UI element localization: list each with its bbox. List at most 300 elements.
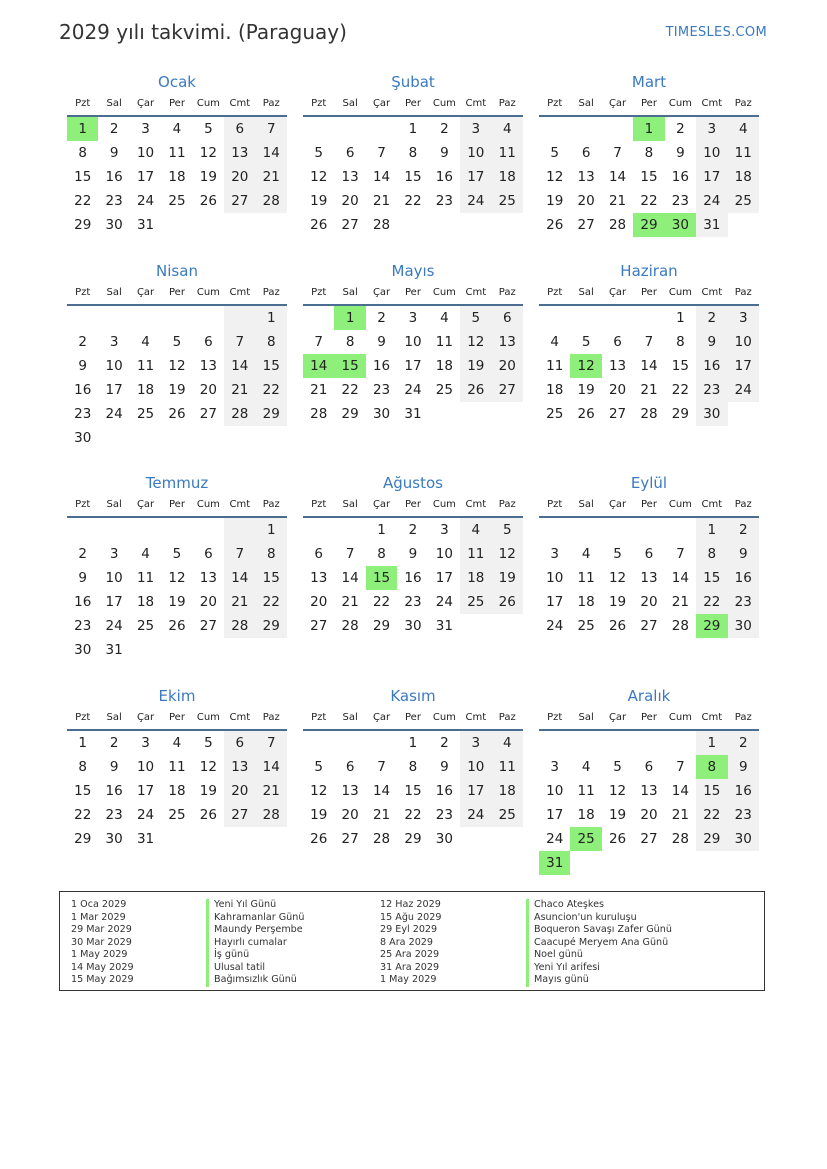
day-cell[interactable]: 20 — [199, 594, 217, 610]
day-cell[interactable]: 27 — [341, 217, 359, 233]
day-cell[interactable]: 7 — [256, 731, 287, 755]
day-cell[interactable]: 9 — [109, 145, 119, 161]
day-cell[interactable]: 6 — [644, 546, 654, 562]
day-cell[interactable]: 3 — [550, 546, 559, 562]
day-cell[interactable]: 29 — [696, 827, 727, 851]
day-cell[interactable]: 2 — [728, 518, 759, 542]
day-cell[interactable]: 24 — [105, 618, 123, 634]
day-cell[interactable]: 28 — [372, 831, 391, 847]
day-cell[interactable]: 29 — [341, 406, 359, 422]
day-cell[interactable]: 20 — [224, 165, 255, 189]
day-cell[interactable]: 20 — [224, 779, 255, 803]
day-cell[interactable]: 6 — [224, 731, 255, 755]
day-cell[interactable]: 18 — [546, 382, 564, 398]
day-cell[interactable]: 20 — [608, 382, 627, 398]
day-cell[interactable]: 17 — [546, 807, 564, 823]
day-cell[interactable]: 20 — [341, 807, 359, 823]
day-cell[interactable]: 3 — [696, 117, 727, 141]
day-cell[interactable]: 9 — [109, 759, 119, 775]
day-cell[interactable]: 7 — [314, 334, 323, 350]
day-cell[interactable]: 31 — [105, 642, 123, 658]
day-cell[interactable]: 11 — [435, 334, 453, 350]
day-cell[interactable]: 20 — [199, 382, 217, 398]
day-cell[interactable]: 30 — [74, 430, 92, 446]
day-cell[interactable]: 23 — [372, 382, 391, 398]
day-cell[interactable]: 4 — [728, 117, 759, 141]
day-cell[interactable]: 17 — [696, 165, 727, 189]
day-cell[interactable]: 5 — [172, 334, 182, 350]
day-cell[interactable]: 14 — [303, 354, 334, 378]
day-cell[interactable]: 19 — [608, 807, 627, 823]
day-cell[interactable]: 2 — [440, 735, 449, 751]
day-cell[interactable]: 21 — [224, 378, 255, 402]
day-cell[interactable]: 19 — [608, 594, 627, 610]
day-cell[interactable]: 28 — [224, 614, 255, 638]
day-cell[interactable]: 19 — [199, 783, 217, 799]
day-cell[interactable]: 15 — [640, 169, 658, 185]
day-cell[interactable]: 15 — [74, 169, 92, 185]
day-cell[interactable]: 3 — [109, 334, 119, 350]
day-cell[interactable]: 14 — [671, 570, 689, 586]
day-cell[interactable]: 6 — [204, 546, 213, 562]
day-cell[interactable]: 18 — [460, 566, 491, 590]
day-cell[interactable]: 29 — [74, 831, 92, 847]
day-cell[interactable]: 16 — [435, 783, 453, 799]
day-cell[interactable]: 16 — [671, 169, 689, 185]
day-cell[interactable]: 14 — [256, 141, 287, 165]
day-cell[interactable]: 24 — [546, 831, 564, 847]
day-cell[interactable]: 16 — [696, 354, 727, 378]
day-cell[interactable]: 30 — [74, 642, 92, 658]
day-cell[interactable]: 1 — [377, 522, 386, 538]
day-cell[interactable]: 27 — [341, 831, 359, 847]
day-cell[interactable]: 25 — [460, 590, 491, 614]
day-cell[interactable]: 8 — [377, 546, 386, 562]
day-cell[interactable]: 11 — [577, 570, 595, 586]
day-cell[interactable]: 15 — [74, 783, 92, 799]
day-cell[interactable]: 27 — [492, 378, 523, 402]
day-cell[interactable]: 27 — [310, 618, 328, 634]
day-cell[interactable]: 12 — [492, 542, 523, 566]
day-cell[interactable]: 21 — [671, 807, 689, 823]
day-cell[interactable]: 22 — [696, 803, 727, 827]
day-cell[interactable]: 23 — [105, 807, 123, 823]
day-cell[interactable]: 2 — [109, 121, 119, 137]
day-cell[interactable]: 18 — [728, 165, 759, 189]
day-cell[interactable]: 18 — [136, 594, 155, 610]
day-cell[interactable]: 22 — [74, 807, 92, 823]
day-cell[interactable]: 7 — [224, 330, 255, 354]
day-cell[interactable]: 6 — [492, 306, 523, 330]
day-cell[interactable]: 7 — [644, 334, 654, 350]
day-cell[interactable]: 14 — [608, 169, 627, 185]
day-cell[interactable]: 22 — [372, 594, 391, 610]
day-cell[interactable]: 17 — [546, 594, 564, 610]
day-cell[interactable]: 19 — [310, 193, 328, 209]
day-cell[interactable]: 3 — [440, 522, 449, 538]
day-cell[interactable]: 26 — [168, 618, 186, 634]
day-cell[interactable]: 22 — [404, 807, 422, 823]
day-cell[interactable]: 12 — [310, 783, 328, 799]
day-cell[interactable]: 29 — [372, 618, 391, 634]
day-cell[interactable]: 29 — [256, 402, 287, 426]
day-cell[interactable]: 29 — [74, 217, 92, 233]
day-cell[interactable]: 5 — [460, 306, 491, 330]
day-cell[interactable]: 17 — [136, 783, 155, 799]
day-cell[interactable]: 22 — [640, 193, 658, 209]
day-cell[interactable]: 4 — [581, 546, 591, 562]
day-cell[interactable]: 16 — [728, 779, 759, 803]
day-cell[interactable]: 5 — [613, 546, 622, 562]
day-cell[interactable]: 18 — [492, 165, 523, 189]
day-cell[interactable]: 4 — [550, 334, 559, 350]
day-cell[interactable]: 24 — [460, 189, 491, 213]
day-cell[interactable]: 26 — [199, 193, 217, 209]
day-cell[interactable]: 3 — [408, 310, 418, 326]
day-cell[interactable]: 23 — [696, 378, 727, 402]
day-cell[interactable]: 12 — [168, 358, 186, 374]
day-cell[interactable]: 23 — [435, 807, 453, 823]
day-cell[interactable]: 28 — [224, 402, 255, 426]
day-cell[interactable]: 24 — [136, 193, 155, 209]
day-cell[interactable]: 11 — [492, 141, 523, 165]
day-cell[interactable]: 30 — [728, 614, 759, 638]
day-cell[interactable]: 22 — [404, 193, 422, 209]
day-cell[interactable]: 25 — [492, 803, 523, 827]
day-cell[interactable]: 26 — [460, 378, 491, 402]
day-cell[interactable]: 7 — [224, 542, 255, 566]
day-cell[interactable]: 12 — [310, 169, 328, 185]
day-cell[interactable]: 28 — [640, 406, 658, 422]
day-cell[interactable]: 28 — [372, 217, 391, 233]
day-cell[interactable]: 7 — [676, 759, 685, 775]
day-cell[interactable]: 10 — [728, 330, 759, 354]
day-cell[interactable]: 14 — [671, 783, 689, 799]
day-cell[interactable]: 17 — [460, 165, 491, 189]
day-cell[interactable]: 27 — [577, 217, 595, 233]
day-cell[interactable]: 26 — [199, 807, 217, 823]
day-cell[interactable]: 5 — [581, 334, 591, 350]
day-cell[interactable]: 21 — [341, 594, 359, 610]
day-cell[interactable]: 13 — [640, 570, 658, 586]
day-cell[interactable]: 31 — [136, 217, 155, 233]
day-cell[interactable]: 25 — [168, 807, 186, 823]
day-cell[interactable]: 11 — [577, 783, 595, 799]
day-cell[interactable]: 14 — [224, 354, 255, 378]
brand-logo-text[interactable]: TIMESLES.COM — [665, 25, 767, 40]
day-cell[interactable]: 12 — [570, 354, 601, 378]
day-cell[interactable]: 24 — [105, 406, 123, 422]
day-cell[interactable]: 10 — [136, 759, 155, 775]
day-cell[interactable]: 5 — [204, 735, 213, 751]
day-cell[interactable]: 25 — [728, 189, 759, 213]
day-cell[interactable]: 26 — [577, 406, 595, 422]
day-cell[interactable]: 25 — [577, 618, 595, 634]
day-cell[interactable]: 4 — [492, 731, 523, 755]
day-cell[interactable]: 26 — [608, 618, 627, 634]
day-cell[interactable]: 12 — [608, 570, 627, 586]
day-cell[interactable]: 8 — [408, 145, 418, 161]
day-cell[interactable]: 20 — [640, 594, 658, 610]
day-cell[interactable]: 13 — [224, 755, 255, 779]
day-cell[interactable]: 17 — [105, 382, 123, 398]
day-cell[interactable]: 8 — [644, 145, 654, 161]
day-cell[interactable]: 9 — [408, 546, 418, 562]
day-cell[interactable]: 28 — [671, 618, 689, 634]
day-cell[interactable]: 23 — [105, 193, 123, 209]
day-cell[interactable]: 9 — [78, 570, 87, 586]
day-cell[interactable]: 7 — [377, 759, 386, 775]
day-cell[interactable]: 15 — [366, 566, 397, 590]
day-cell[interactable]: 9 — [78, 358, 87, 374]
day-cell[interactable]: 8 — [256, 542, 287, 566]
day-cell[interactable]: 3 — [460, 731, 491, 755]
day-cell[interactable]: 24 — [136, 807, 155, 823]
day-cell[interactable]: 3 — [728, 306, 759, 330]
day-cell[interactable]: 20 — [341, 193, 359, 209]
day-cell[interactable]: 17 — [435, 570, 453, 586]
day-cell[interactable]: 2 — [109, 735, 119, 751]
day-cell[interactable]: 25 — [136, 618, 155, 634]
day-cell[interactable]: 12 — [460, 330, 491, 354]
day-cell[interactable]: 17 — [136, 169, 155, 185]
day-cell[interactable]: 5 — [204, 121, 213, 137]
day-cell[interactable]: 20 — [310, 594, 328, 610]
day-cell[interactable]: 24 — [404, 382, 422, 398]
day-cell[interactable]: 19 — [168, 594, 186, 610]
day-cell[interactable]: 19 — [199, 169, 217, 185]
day-cell[interactable]: 26 — [492, 590, 523, 614]
day-cell[interactable]: 13 — [608, 358, 627, 374]
day-cell[interactable]: 23 — [74, 618, 92, 634]
day-cell[interactable]: 15 — [256, 354, 287, 378]
day-cell[interactable]: 15 — [696, 779, 727, 803]
day-cell[interactable]: 12 — [546, 169, 564, 185]
day-cell[interactable]: 10 — [404, 334, 422, 350]
day-cell[interactable]: 4 — [440, 310, 449, 326]
day-cell[interactable]: 15 — [334, 354, 365, 378]
day-cell[interactable]: 11 — [168, 759, 186, 775]
day-cell[interactable]: 9 — [696, 330, 727, 354]
day-cell[interactable]: 11 — [136, 570, 155, 586]
day-cell[interactable]: 6 — [644, 759, 654, 775]
day-cell[interactable]: 12 — [168, 570, 186, 586]
day-cell[interactable]: 5 — [172, 546, 182, 562]
day-cell[interactable]: 19 — [310, 807, 328, 823]
day-cell[interactable]: 2 — [696, 306, 727, 330]
day-cell[interactable]: 13 — [199, 570, 217, 586]
day-cell[interactable]: 24 — [435, 594, 453, 610]
day-cell[interactable]: 4 — [460, 518, 491, 542]
day-cell[interactable]: 25 — [492, 189, 523, 213]
day-cell[interactable]: 29 — [633, 213, 664, 237]
day-cell[interactable]: 8 — [696, 755, 727, 779]
day-cell[interactable]: 11 — [492, 755, 523, 779]
day-cell[interactable]: 9 — [377, 334, 386, 350]
day-cell[interactable]: 8 — [78, 759, 87, 775]
day-cell[interactable]: 3 — [141, 121, 150, 137]
day-cell[interactable]: 23 — [728, 803, 759, 827]
day-cell[interactable]: 1 — [696, 731, 727, 755]
day-cell[interactable]: 22 — [74, 193, 92, 209]
day-cell[interactable]: 2 — [78, 334, 87, 350]
day-cell[interactable]: 23 — [728, 590, 759, 614]
day-cell[interactable]: 30 — [665, 213, 696, 237]
day-cell[interactable]: 18 — [136, 382, 155, 398]
day-cell[interactable]: 11 — [728, 141, 759, 165]
day-cell[interactable]: 22 — [256, 590, 287, 614]
day-cell[interactable]: 31 — [435, 618, 453, 634]
day-cell[interactable]: 8 — [696, 542, 727, 566]
day-cell[interactable]: 25 — [168, 193, 186, 209]
day-cell[interactable]: 15 — [696, 566, 727, 590]
day-cell[interactable]: 7 — [345, 546, 355, 562]
day-cell[interactable]: 23 — [671, 193, 689, 209]
day-cell[interactable]: 28 — [256, 189, 287, 213]
day-cell[interactable]: 28 — [671, 831, 689, 847]
day-cell[interactable]: 5 — [613, 759, 622, 775]
day-cell[interactable]: 2 — [377, 310, 386, 326]
day-cell[interactable]: 29 — [696, 614, 727, 638]
day-cell[interactable]: 30 — [696, 402, 727, 426]
day-cell[interactable]: 19 — [168, 382, 186, 398]
day-cell[interactable]: 29 — [671, 406, 689, 422]
day-cell[interactable]: 22 — [671, 382, 689, 398]
day-cell[interactable]: 27 — [640, 618, 658, 634]
day-cell[interactable]: 10 — [546, 570, 564, 586]
day-cell[interactable]: 16 — [372, 358, 391, 374]
day-cell[interactable]: 9 — [728, 542, 759, 566]
day-cell[interactable]: 29 — [256, 614, 287, 638]
day-cell[interactable]: 24 — [546, 618, 564, 634]
day-cell[interactable]: 6 — [345, 759, 355, 775]
day-cell[interactable]: 7 — [676, 546, 685, 562]
day-cell[interactable]: 14 — [640, 358, 658, 374]
day-cell[interactable]: 31 — [136, 831, 155, 847]
day-cell[interactable]: 31 — [539, 851, 570, 875]
day-cell[interactable]: 3 — [460, 117, 491, 141]
day-cell[interactable]: 1 — [408, 735, 418, 751]
day-cell[interactable]: 21 — [256, 165, 287, 189]
day-cell[interactable]: 5 — [314, 145, 323, 161]
day-cell[interactable]: 17 — [404, 358, 422, 374]
day-cell[interactable]: 30 — [105, 217, 123, 233]
day-cell[interactable]: 13 — [341, 783, 359, 799]
day-cell[interactable]: 18 — [577, 807, 595, 823]
day-cell[interactable]: 28 — [256, 803, 287, 827]
day-cell[interactable]: 21 — [310, 382, 328, 398]
day-cell[interactable]: 1 — [67, 117, 98, 141]
day-cell[interactable]: 17 — [460, 779, 491, 803]
day-cell[interactable]: 5 — [550, 145, 559, 161]
day-cell[interactable]: 18 — [168, 783, 186, 799]
day-cell[interactable]: 22 — [256, 378, 287, 402]
day-cell[interactable]: 10 — [460, 755, 491, 779]
day-cell[interactable]: 4 — [492, 117, 523, 141]
day-cell[interactable]: 2 — [440, 121, 449, 137]
day-cell[interactable]: 8 — [256, 330, 287, 354]
day-cell[interactable]: 4 — [172, 735, 182, 751]
day-cell[interactable]: 14 — [341, 570, 359, 586]
day-cell[interactable]: 1 — [256, 306, 287, 330]
day-cell[interactable]: 3 — [109, 546, 119, 562]
day-cell[interactable]: 12 — [608, 783, 627, 799]
day-cell[interactable]: 22 — [341, 382, 359, 398]
day-cell[interactable]: 9 — [440, 759, 449, 775]
day-cell[interactable]: 23 — [404, 594, 422, 610]
day-cell[interactable]: 31 — [696, 213, 727, 237]
day-cell[interactable]: 16 — [74, 382, 92, 398]
day-cell[interactable]: 12 — [199, 145, 217, 161]
day-cell[interactable]: 1 — [696, 518, 727, 542]
day-cell[interactable]: 6 — [224, 117, 255, 141]
day-cell[interactable]: 1 — [633, 117, 664, 141]
day-cell[interactable]: 28 — [341, 618, 359, 634]
day-cell[interactable]: 24 — [728, 378, 759, 402]
day-cell[interactable]: 4 — [141, 334, 150, 350]
day-cell[interactable]: 16 — [435, 169, 453, 185]
day-cell[interactable]: 5 — [492, 518, 523, 542]
day-cell[interactable]: 13 — [310, 570, 328, 586]
day-cell[interactable]: 18 — [168, 169, 186, 185]
day-cell[interactable]: 16 — [728, 566, 759, 590]
day-cell[interactable]: 31 — [404, 406, 422, 422]
day-cell[interactable]: 1 — [334, 306, 365, 330]
day-cell[interactable]: 25 — [546, 406, 564, 422]
day-cell[interactable]: 7 — [377, 145, 386, 161]
day-cell[interactable]: 5 — [314, 759, 323, 775]
day-cell[interactable]: 15 — [404, 783, 422, 799]
day-cell[interactable]: 27 — [224, 803, 255, 827]
day-cell[interactable]: 21 — [224, 590, 255, 614]
day-cell[interactable]: 22 — [696, 590, 727, 614]
day-cell[interactable]: 23 — [435, 193, 453, 209]
day-cell[interactable]: 21 — [671, 594, 689, 610]
day-cell[interactable]: 2 — [78, 546, 87, 562]
day-cell[interactable]: 2 — [728, 731, 759, 755]
day-cell[interactable]: 20 — [640, 807, 658, 823]
day-cell[interactable]: 1 — [408, 121, 418, 137]
day-cell[interactable]: 20 — [577, 193, 595, 209]
day-cell[interactable]: 16 — [105, 783, 123, 799]
day-cell[interactable]: 24 — [696, 189, 727, 213]
day-cell[interactable]: 11 — [460, 542, 491, 566]
day-cell[interactable]: 16 — [404, 570, 422, 586]
day-cell[interactable]: 10 — [696, 141, 727, 165]
day-cell[interactable]: 23 — [74, 406, 92, 422]
day-cell[interactable]: 13 — [577, 169, 595, 185]
day-cell[interactable]: 30 — [105, 831, 123, 847]
day-cell[interactable]: 26 — [310, 217, 328, 233]
day-cell[interactable]: 21 — [372, 807, 391, 823]
day-cell[interactable]: 6 — [345, 145, 355, 161]
day-cell[interactable]: 11 — [546, 358, 564, 374]
day-cell[interactable]: 11 — [136, 358, 155, 374]
day-cell[interactable]: 10 — [136, 145, 155, 161]
day-cell[interactable]: 15 — [671, 358, 689, 374]
day-cell[interactable]: 13 — [199, 358, 217, 374]
day-cell[interactable]: 21 — [608, 193, 627, 209]
day-cell[interactable]: 8 — [676, 334, 685, 350]
day-cell[interactable]: 28 — [310, 406, 328, 422]
day-cell[interactable]: 13 — [224, 141, 255, 165]
day-cell[interactable]: 10 — [460, 141, 491, 165]
day-cell[interactable]: 27 — [640, 831, 658, 847]
day-cell[interactable]: 30 — [435, 831, 453, 847]
day-cell[interactable]: 14 — [372, 169, 391, 185]
day-cell[interactable]: 12 — [199, 759, 217, 775]
day-cell[interactable]: 4 — [581, 759, 591, 775]
